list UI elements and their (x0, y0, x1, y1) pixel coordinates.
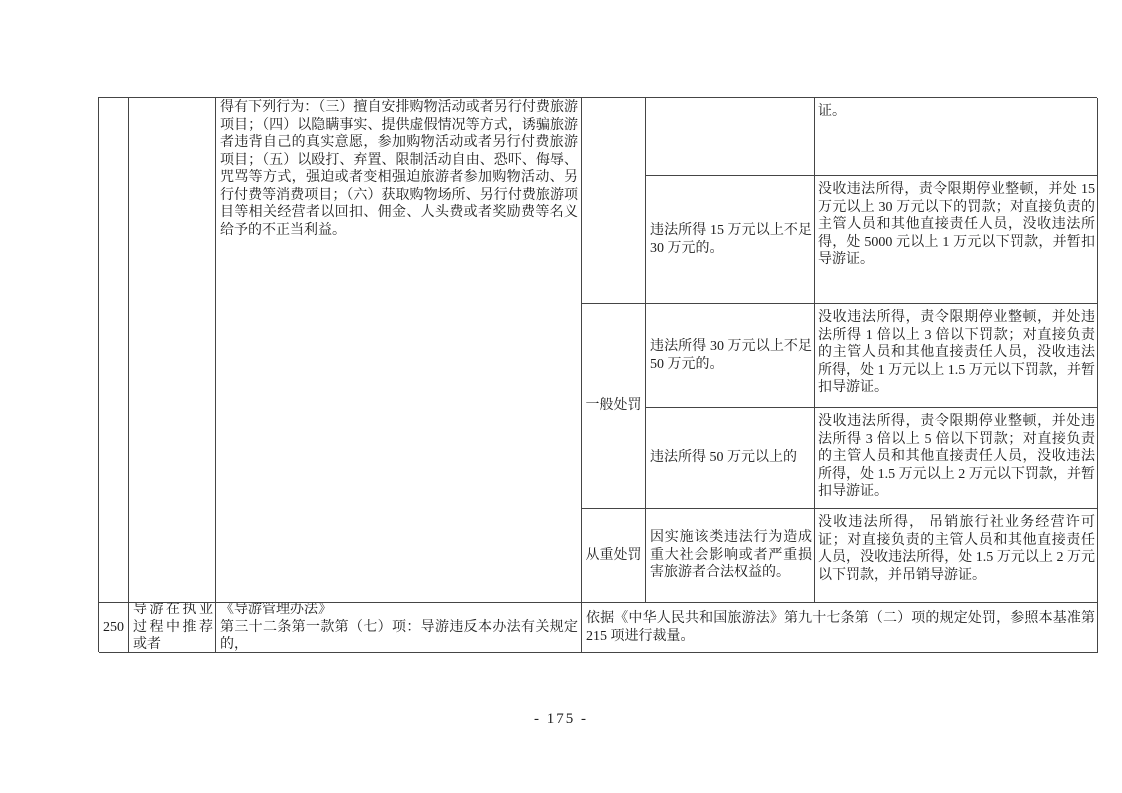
legal-basis-text: 得有下列行为：（三）擅自安排购物活动或者另行付费旅游项目；（四）以隐瞒事实、提供虚假情况等方式，诱骗旅游者违背自己的真实意愿，参加购物活动或者另行付费旅游项目；（五）以殴打、弃置、限制活动自由、恐吓、侮辱、咒骂等方式，强迫或者变相强迫旅游者参加购物活动、另行付费等消费项目；（六）获取购物场所、另行付费旅游项目等相关经营者以回扣、佣金、人头费或者奖励费等名义给予的不正当利益。 (216, 98, 582, 603)
penalty-level-cell-empty (582, 98, 646, 304)
penalty-detail-over-50: 没收违法所得，责令限期停业整顿，并处违法所得 3 倍以上 5 倍以下罚款；对直接负责的主管人员和其他直接责任人员，没收违法所得，处 1.5 万元以上 2 万元以下罚款，并暂扣导游证。 (815, 408, 1098, 509)
condition-15-30: 违法所得 15 万元以上不足 30 万元的。 (646, 176, 815, 304)
penalty-detail-30-50: 没收违法所得，责令限期停业整顿，并处违法所得 1 倍以上 3 倍以下罚款；对直接负责的主管人员和其他直接责任人员，没收违法所得，处 1 万元以上 1.5 万元以下罚款，并暂扣导游证。 (815, 304, 1098, 408)
condition-aggravated: 因实施该类违法行为造成重大社会影响或者严重损害旅游者合法权益的。 (646, 509, 815, 603)
condition-30-50: 违法所得 30 万元以上不足 50 万元的。 (646, 304, 815, 408)
condition-cell-empty (646, 98, 815, 176)
legal-basis-250-article: 第三十二条第一款第（七）项：导游违反本办法有关规定的， (220, 619, 578, 653)
serial-number-cell-empty (99, 98, 129, 603)
legal-basis-250 (216, 603, 582, 653)
penalty-standards-table (98, 97, 1097, 652)
condition-over-50: 违法所得 50 万元以上的 (646, 408, 815, 509)
penalty-detail-aggravated: 没收违法所得， 吊销旅行社业务经营许可证；对直接负责的主管人员和其他直接责任人员，没收违法所得，处 1.5 万元以上 2 万元以下罚款，并吊销导游证。 (815, 509, 1098, 603)
serial-number-250: 250 (99, 603, 129, 653)
violation-behavior-250: 导游在执业过程中推荐或者 (129, 603, 216, 653)
penalty-level-general: 一般处罚 (582, 304, 646, 509)
discretion-basis-250: 依据《中华人民共和国旅游法》第九十七条第（二）项的规定处罚，参照本基准第 215 项进行裁量。 (582, 603, 1098, 653)
violation-behavior-cell-empty (129, 98, 216, 603)
page-number: - 175 - (534, 711, 588, 727)
legal-basis-250-title: 《导游管理办法》 (220, 603, 332, 618)
penalty-level-aggravated: 从重处罚 (582, 509, 646, 603)
penalty-detail-15-30: 没收违法所得，责令限期停业整顿，并处 15 万元以上 30 万元以下的罚款；对直接负责的主管人员和其他直接责任人员，没收违法所得，处 5000 元以上 1 万元以下罚款，并暂扣导游证。 (815, 176, 1098, 304)
penalty-detail-continuation: 证。 (815, 98, 1098, 176)
